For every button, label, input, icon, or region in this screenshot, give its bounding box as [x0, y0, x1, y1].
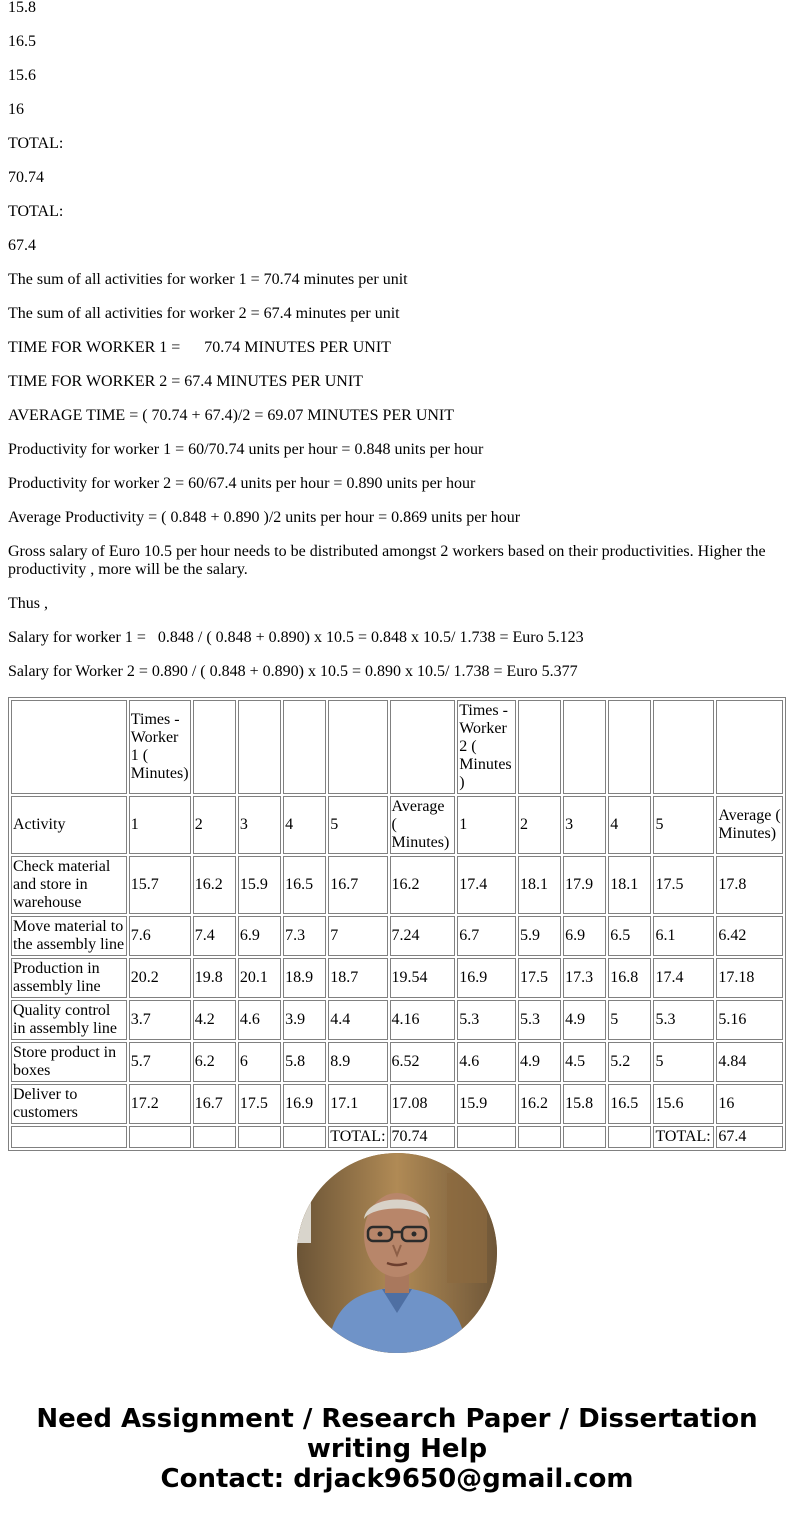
paragraph: 67.4 [8, 237, 36, 254]
table-cell: 17.3 [563, 958, 606, 998]
table-cell: 16.8 [608, 958, 651, 998]
table-row [11, 856, 783, 914]
table-cell: 17.5 [653, 856, 714, 914]
table-cell: 4 [283, 796, 326, 854]
table-cell: 5 [653, 796, 714, 854]
table-cell: 15.8 [563, 1084, 606, 1124]
table-cell: 4.5 [563, 1042, 606, 1082]
table-cell: 6.9 [238, 916, 281, 956]
table-cell: 4.16 [390, 1000, 456, 1040]
table-cell: Times - Worker 1 ( Minutes) [129, 700, 191, 794]
table-cell: 5 [653, 1042, 714, 1082]
table-cell: 17.1 [328, 1084, 387, 1124]
paragraph: 15.8 [8, 0, 36, 16]
table-cell: 19.8 [193, 958, 236, 998]
table-cell: 4.84 [716, 1042, 783, 1082]
table-cell [11, 1126, 127, 1148]
table-cell: 7.3 [283, 916, 326, 956]
paragraph: Productivity for worker 1 = 60/70.74 units per hour = 0.848 units per hour [8, 441, 484, 458]
table-cell: 17.4 [457, 856, 516, 914]
table-cell: 16.9 [457, 958, 516, 998]
table-cell [518, 700, 561, 794]
table-cell: 70.74 [390, 1126, 456, 1148]
table-cell: 17.9 [563, 856, 606, 914]
table-cell: Move material to the assembly line [11, 916, 127, 956]
table-cell: TOTAL: [328, 1126, 387, 1148]
table-cell: 16.2 [390, 856, 456, 914]
table-cell: 1 [457, 796, 516, 854]
table-cell: 6.1 [653, 916, 714, 956]
table-cell [457, 1126, 516, 1148]
table-cell [328, 700, 387, 794]
table-cell: 15.7 [129, 856, 191, 914]
paragraph: 70.74 [8, 169, 44, 186]
paragraph: Salary for Worker 2 = 0.890 / ( 0.848 + 0.890) x 10.5 = 0.890 x 10.5/ 1.738 = Euro 5.377 [8, 663, 578, 680]
table-cell: 7.24 [390, 916, 456, 956]
table-row [11, 916, 783, 956]
table-cell: 5.8 [283, 1042, 326, 1082]
table-cell: 6.5 [608, 916, 651, 956]
table-cell: 17.5 [238, 1084, 281, 1124]
table-cell: 18.1 [518, 856, 561, 914]
table-cell: Check material and store in warehouse [11, 856, 127, 914]
promo-line: Need Assignment / Research Paper / Dissertation [36, 1404, 758, 1434]
paragraph: TOTAL: [8, 203, 64, 220]
paragraph: TOTAL: [8, 135, 64, 152]
table-cell: 6.7 [457, 916, 516, 956]
table-cell: 18.7 [328, 958, 387, 998]
table-cell: 5.3 [518, 1000, 561, 1040]
table-cell: Production in assembly line [11, 958, 127, 998]
table-cell: 4.6 [457, 1042, 516, 1082]
table-cell: 4.9 [563, 1000, 606, 1040]
promo-line: writing Help [306, 1434, 488, 1464]
table-cell: 15.6 [653, 1084, 714, 1124]
table-cell: 20.2 [129, 958, 191, 998]
table-cell: 4.4 [328, 1000, 387, 1040]
table-row [11, 1000, 783, 1040]
paragraph: The sum of all activities for worker 2 = 67.4 minutes per unit [8, 305, 400, 322]
table-cell: 2 [518, 796, 561, 854]
table-cell: TOTAL: [653, 1126, 714, 1148]
table-cell: 7.6 [129, 916, 191, 956]
table-cell: 17.8 [716, 856, 783, 914]
table-cell: 6.42 [716, 916, 783, 956]
table-cell: 5 [328, 796, 387, 854]
table-row [11, 1084, 783, 1124]
table-cell: 5.2 [608, 1042, 651, 1082]
table-cell [283, 1126, 326, 1148]
table-cell: 5.16 [716, 1000, 783, 1040]
table-cell: 16.5 [283, 856, 326, 914]
table-cell: 7.4 [193, 916, 236, 956]
table-cell: 16.7 [193, 1084, 236, 1124]
table-cell: 67.4 [716, 1126, 783, 1148]
table-cell: 5.3 [457, 1000, 516, 1040]
table-cell [238, 1126, 281, 1148]
paragraph: 16 [8, 101, 24, 118]
table-cell: 17.18 [716, 958, 783, 998]
table-cell: 1 [129, 796, 191, 854]
table-cell [653, 700, 714, 794]
table-cell: 17.2 [129, 1084, 191, 1124]
table-cell: 16.2 [518, 1084, 561, 1124]
table-cell: 8.9 [328, 1042, 387, 1082]
paragraph: TIME FOR WORKER 2 = 67.4 MINUTES PER UNIT [8, 373, 363, 390]
table-cell: 5.3 [653, 1000, 714, 1040]
table-cell: 17.08 [390, 1084, 456, 1124]
table-cell: 2 [193, 796, 236, 854]
table-cell [283, 700, 326, 794]
table-cell: 4.2 [193, 1000, 236, 1040]
paragraph: Average Productivity = ( 0.848 + 0.890 )/2 units per hour = 0.869 units per hour [8, 509, 521, 526]
table-cell: 19.54 [390, 958, 456, 998]
table-cell: 3.7 [129, 1000, 191, 1040]
table-cell [129, 1126, 191, 1148]
table-cell [193, 1126, 236, 1148]
table-cell [716, 700, 783, 794]
paragraph: Gross salary of Euro 10.5 per hour needs to be distributed amongst 2 workers based on their productivities. Higher the productivity , more will be the salary. [8, 543, 766, 578]
table-cell: 17.4 [653, 958, 714, 998]
paragraph: 16.5 [8, 33, 36, 50]
table-cell [11, 700, 127, 794]
table-cell: Store product in boxes [11, 1042, 127, 1082]
table-cell: 3 [238, 796, 281, 854]
table-row [11, 958, 783, 998]
table-cell: 4 [608, 796, 651, 854]
paragraph: TIME FOR WORKER 1 = 70.74 MINUTES PER UNIT [8, 339, 391, 356]
paragraph: Productivity for worker 2 = 60/67.4 units per hour = 0.890 units per hour [8, 475, 476, 492]
table-cell: 5 [608, 1000, 651, 1040]
table-cell: 16.9 [283, 1084, 326, 1124]
table-cell: 6.2 [193, 1042, 236, 1082]
table-cell [193, 700, 236, 794]
table-total-row [11, 1126, 783, 1148]
table-cell: Average ( Minutes) [390, 796, 456, 854]
table-cell: 16 [716, 1084, 783, 1124]
table-cell [238, 700, 281, 794]
table-header-row [11, 796, 783, 854]
table-cell: 16.2 [193, 856, 236, 914]
table-cell [608, 1126, 651, 1148]
table-header-row [11, 700, 783, 794]
table-cell: 17.5 [518, 958, 561, 998]
table-cell: Times - Worker 2 ( Minutes ) [457, 700, 516, 794]
promo-footer [0, 1404, 794, 1494]
table-cell: 15.9 [238, 856, 281, 914]
table-cell: 5.9 [518, 916, 561, 956]
paragraph: 15.6 [8, 67, 36, 84]
table-cell: Quality control in assembly line [11, 1000, 127, 1040]
table-row [11, 1042, 783, 1082]
table-cell: 15.9 [457, 1084, 516, 1124]
table-cell: 18.9 [283, 958, 326, 998]
author-portrait-image [297, 1153, 497, 1353]
contact-email: Contact: drjack9650@gmail.com [160, 1464, 634, 1494]
table-cell: 5.7 [129, 1042, 191, 1082]
table-cell: 6.9 [563, 916, 606, 956]
table-cell: 6 [238, 1042, 281, 1082]
table-cell: 20.1 [238, 958, 281, 998]
table-cell: 16.7 [328, 856, 387, 914]
table-cell: 6.52 [390, 1042, 456, 1082]
table-cell: 3 [563, 796, 606, 854]
table-cell [563, 700, 606, 794]
table-body [11, 700, 783, 1148]
table-cell: Activity [11, 796, 127, 854]
table-cell: 16.5 [608, 1084, 651, 1124]
table-cell: 3.9 [283, 1000, 326, 1040]
paragraph: Salary for worker 1 = 0.848 / ( 0.848 + 0.890) x 10.5 = 0.848 x 10.5/ 1.738 = Euro 5.123 [8, 629, 584, 646]
table-cell: Average ( Minutes) [716, 796, 783, 854]
paragraph: Thus , [8, 595, 48, 612]
table-cell [518, 1126, 561, 1148]
table-cell: Deliver to customers [11, 1084, 127, 1124]
table-cell: 4.9 [518, 1042, 561, 1082]
table-cell: 4.6 [238, 1000, 281, 1040]
table-cell: 7 [328, 916, 387, 956]
activity-times-table [8, 697, 786, 1151]
table-cell [563, 1126, 606, 1148]
document-body [8, 0, 786, 681]
table-cell [608, 700, 651, 794]
table-cell: 18.1 [608, 856, 651, 914]
paragraph: The sum of all activities for worker 1 = 70.74 minutes per unit [8, 271, 408, 288]
paragraph: AVERAGE TIME = ( 70.74 + 67.4)/2 = 69.07 MINUTES PER UNIT [8, 407, 455, 424]
table-cell [390, 700, 456, 794]
author-avatar [297, 1153, 497, 1353]
